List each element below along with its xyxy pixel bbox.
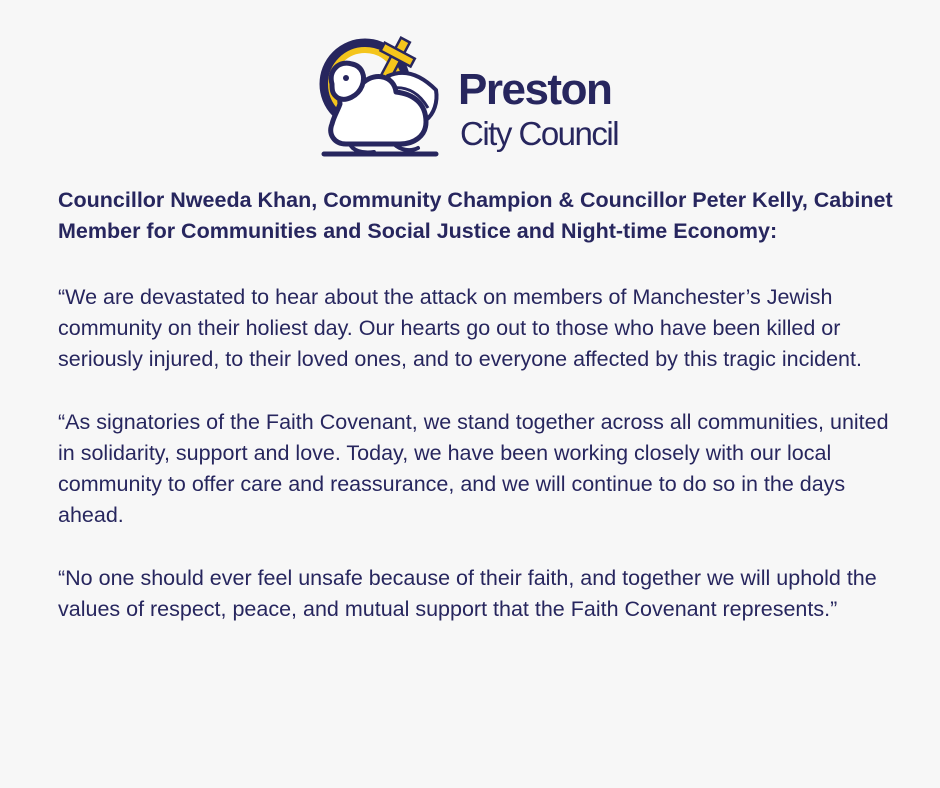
- lamb-emblem-icon: [310, 32, 455, 162]
- statement-paragraph-1: “We are devastated to hear about the attack on members of Manchester’s Jewish community on their holiest day. Our hearts go out to those who have been killed or seriously injured, to their loved ones, and to everyone affected by this tragic incident.: [58, 285, 862, 371]
- statement-paragraph-3: “No one should ever feel unsafe because of their faith, and together we will uphold the values of respect, peace, and mutual support that the Faith Covenant represents.”: [58, 566, 877, 621]
- logo-subtitle: City Council: [460, 115, 619, 152]
- press-statement: [58, 185, 898, 625]
- council-logo: [310, 32, 640, 162]
- statement-heading: Councillor Nweeda Khan, Community Champion & Councillor Peter Kelly, Cabinet Member for Communities and Social Justice and Night-time Economy:: [58, 188, 893, 243]
- logo-title: Preston: [458, 65, 612, 114]
- statement-paragraph-2: “As signatories of the Faith Covenant, we stand together across all communities, united in solidarity, support and love. Today, we have been working closely with our local community to offer care and reassurance, and we will continue to do so in the days ahead.: [58, 410, 889, 527]
